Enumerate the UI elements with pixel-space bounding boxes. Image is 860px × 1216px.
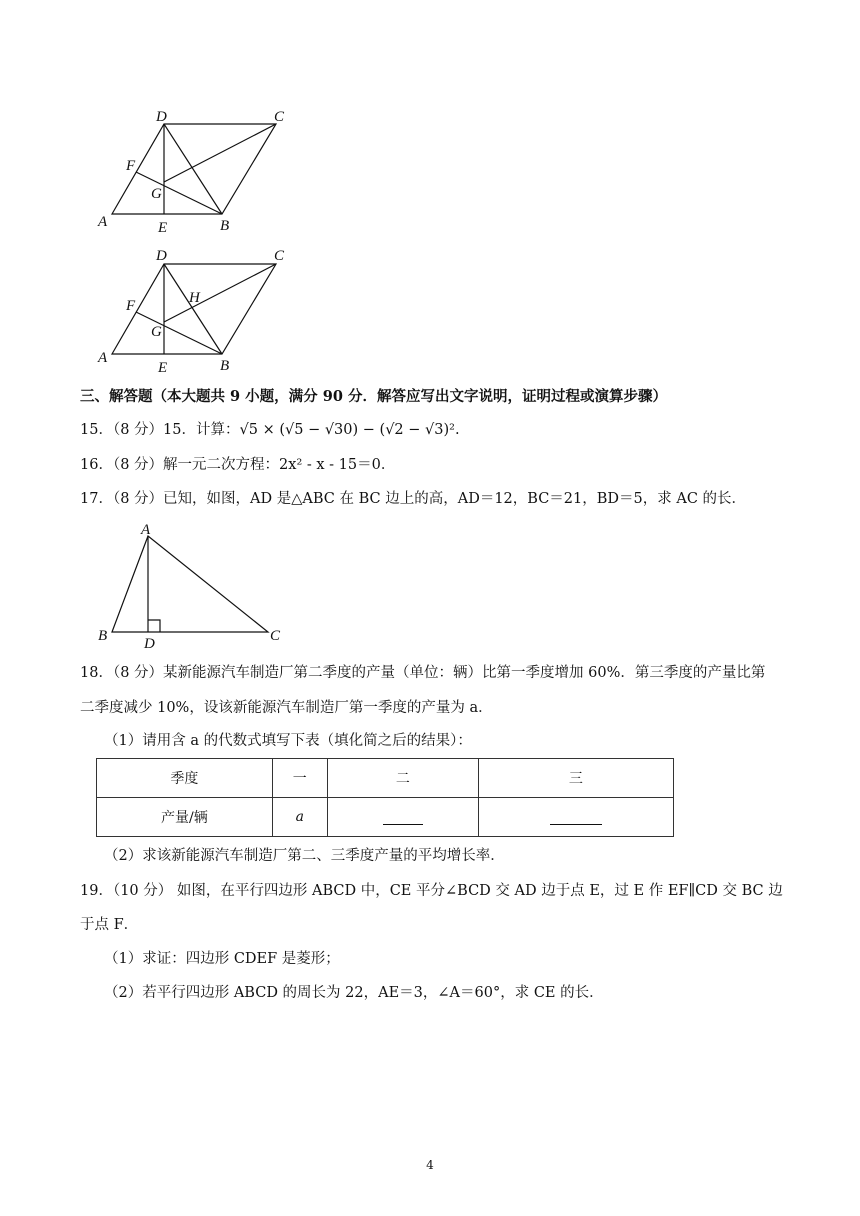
table-cell: 产量/辆 bbox=[97, 798, 273, 837]
q15-prompt: （8 分）15．计算： bbox=[112, 422, 240, 438]
parallelogram-figure-1 bbox=[92, 106, 292, 236]
question-19-part-2: （2）若平行四边形 ABCD 的周长为 22，AE＝3，∠A＝60°，求 CE 的长． bbox=[104, 985, 604, 1001]
section-heading: 三、解答题（本大题共 9 小题，满分 90 分．解答应写出文字说明，证明过程或演算步骤） bbox=[80, 388, 667, 405]
table-row bbox=[97, 798, 674, 837]
label-C: C bbox=[274, 248, 285, 264]
page-number: 4 bbox=[426, 1158, 434, 1172]
label-E: E bbox=[158, 360, 168, 374]
q19-text-1: （10 分） 如图，在平行四边形 ABCD 中，CE 平分∠BCD 交 AD 边于点 E，过 E 作 EF∥CD 交 BC 边 bbox=[112, 883, 783, 899]
answer-blank-cell bbox=[478, 798, 673, 837]
label-C: C bbox=[274, 109, 285, 125]
label-F: F bbox=[126, 158, 136, 174]
production-table bbox=[96, 758, 674, 837]
table-cell: 季度 bbox=[97, 759, 273, 798]
question-18-line-2: 二季度减少 10%，设该新能源汽车制造厂第一季度的产量为 a． bbox=[80, 700, 493, 716]
label-G: G bbox=[151, 324, 162, 340]
table-cell: 三 bbox=[478, 759, 673, 798]
q17-text: （8 分）已知，如图，AD 是△ABC 在 BC 边上的高，AD＝12，BC＝21，BD＝5，求 AC 的长． bbox=[112, 491, 747, 507]
label-A: A bbox=[98, 350, 108, 366]
q17-number: 17． bbox=[80, 491, 113, 507]
table-cell: 二 bbox=[327, 759, 478, 798]
q15-number: 15． bbox=[80, 422, 113, 438]
label-D: D bbox=[144, 636, 155, 650]
q18-text-1: （8 分）某新能源汽车制造厂第二季度的产量（单位：辆）比第一季度增加 60%．第三季度的产量比第 bbox=[112, 665, 766, 681]
question-19-part-1: （1）求证：四边形 CDEF 是菱形； bbox=[104, 951, 340, 967]
q15-expression: √5 × (√5 − √30) − (√2 − √3)². bbox=[239, 422, 460, 438]
label-B: B bbox=[220, 218, 230, 234]
question-16 bbox=[80, 455, 395, 475]
table-header-row bbox=[97, 759, 674, 798]
label-D: D bbox=[156, 109, 167, 125]
question-15 bbox=[80, 420, 460, 440]
label-A: A bbox=[141, 522, 151, 538]
q18-number: 18． bbox=[80, 665, 113, 681]
label-H: H bbox=[189, 290, 200, 306]
q19-number: 19． bbox=[80, 883, 113, 899]
table-cell: a bbox=[272, 798, 327, 837]
label-C: C bbox=[270, 628, 281, 644]
answer-blank-cell bbox=[327, 798, 478, 837]
answer-blank bbox=[550, 810, 602, 825]
question-19-line-1 bbox=[80, 881, 783, 901]
label-F: F bbox=[126, 298, 136, 314]
answer-blank bbox=[383, 810, 423, 825]
table-cell: 一 bbox=[272, 759, 327, 798]
label-A: A bbox=[98, 214, 108, 230]
label-B: B bbox=[98, 628, 108, 644]
question-18-part-2: （2）求该新能源汽车制造厂第二、三季度产量的平均增长率． bbox=[104, 848, 505, 864]
label-E: E bbox=[158, 220, 168, 236]
label-G: G bbox=[151, 186, 162, 202]
q16-text: （8 分）解一元二次方程：2x² - x - 15＝0． bbox=[112, 457, 396, 473]
question-19-line-2: 于点 F． bbox=[80, 917, 139, 933]
question-18-line-1 bbox=[80, 663, 765, 683]
question-18-part-1: （1）请用含 a 的代数式填写下表（填化简之后的结果）： bbox=[104, 733, 472, 749]
label-D: D bbox=[156, 248, 167, 264]
label-B: B bbox=[220, 358, 230, 374]
triangle-figure bbox=[90, 520, 290, 650]
q16-number: 16． bbox=[80, 457, 113, 473]
parallelogram-figure-2 bbox=[92, 244, 292, 374]
question-17 bbox=[80, 489, 746, 509]
